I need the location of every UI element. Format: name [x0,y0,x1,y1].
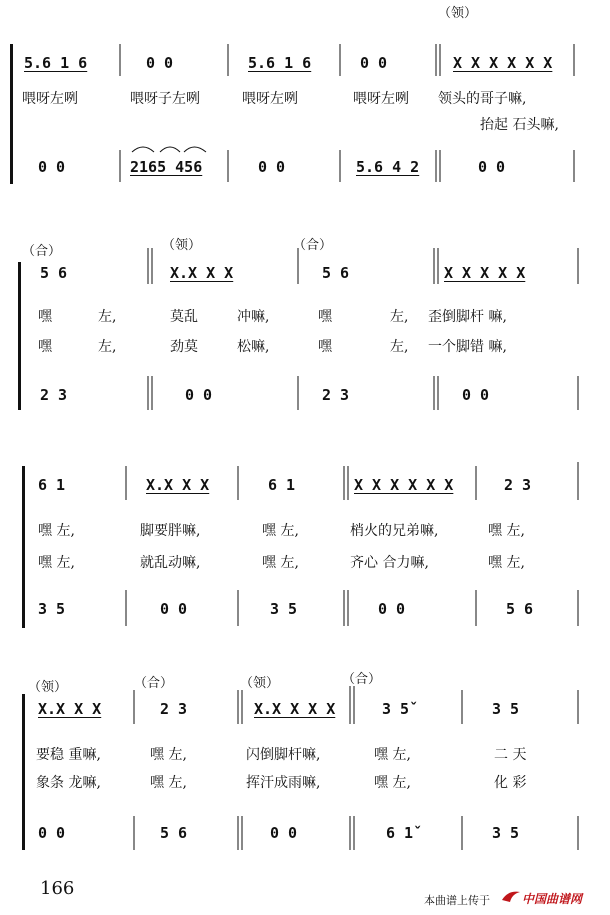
lyric: 梢火的兄弟嘛, [350,523,439,539]
lyric: 嘿 左, [38,523,75,539]
top-note-group: 0 0 [360,54,388,72]
top-note-group: 5.6 1 6 [248,54,312,72]
bottom-note-group: 2 3 [40,386,68,404]
bottom-note-group: 5 6 [506,600,534,618]
bottom-note-group: 6 1ˇ [386,824,423,842]
lyric: 一个脚错 嘛, [428,339,507,355]
part-mark: （合） [134,676,174,691]
lyric: 嘿 左, [38,555,75,571]
lyric: 抬起 石头嘛, [480,117,559,133]
lyric: 象条 龙嘛, [36,775,101,791]
lyric: 劲莫 [170,339,198,355]
bottom-note-group: 3 5 [38,600,66,618]
part-mark: （领） [28,680,68,695]
lyric: 左, [390,339,409,355]
lyric: 化 彩 [494,775,527,791]
top-note-group: X.X X X [170,264,234,282]
bottom-note-group: 0 0 [478,158,506,176]
lyric: 喂呀左咧 [242,91,298,107]
top-note-group: 6 1 [268,476,296,494]
upload-text: 本曲谱上传于 [424,894,490,907]
lyric: 喂呀左咧 [353,91,409,107]
lyric: 嘿 左, [488,555,525,571]
top-note-group: 5 6 [322,264,350,282]
bottom-note-group: 0 0 [160,600,188,618]
top-note-group: 2 3 [160,700,188,718]
bottom-note-group: 0 0 [258,158,286,176]
part-mark: （合） [22,244,62,259]
top-note-group: 3 5 [492,700,520,718]
lyric: 就乱动嘛, [140,555,201,571]
lyric: 二 天 [494,747,527,763]
top-note-group: 6 1 [38,476,66,494]
bottom-note-group: 2 3 [322,386,350,404]
lyric: 嘿 [38,309,52,325]
lyric: 要稳 重嘛, [36,747,101,763]
top-note-group: X X X X X [444,264,526,282]
top-note-group: 3 5ˇ [382,700,419,718]
bottom-note-group: 5.6 4 2 [356,158,420,176]
top-note-group: X.X X X X [254,700,336,718]
lyric: 嘿 左, [262,523,299,539]
top-note-group: X X X X X X [453,54,553,72]
top-note-group: 0 0 [146,54,174,72]
top-note-group: X.X X X [146,476,210,494]
lyric: 松嘛, [237,339,270,355]
lyric: 挥汗成雨嘛, [246,775,321,791]
lyric: 嘿 左, [374,747,411,763]
lyric: 歪倒脚杆 嘛, [428,309,507,325]
lyric: 嘿 左, [150,747,187,763]
top-note-group: 5.6 1 6 [24,54,88,72]
bottom-note-group: 0 0 [38,824,66,842]
page-number: 166 [40,878,75,899]
bottom-note-group: 0 0 [270,824,298,842]
bottom-note-group: 5 6 [160,824,188,842]
part-mark: （领） [162,238,202,253]
top-note-group: 2 3 [504,476,532,494]
lyric: 嘿 [318,309,332,325]
lyric: 齐心 合力嘛, [350,555,429,571]
lyric: 嘿 [38,339,52,355]
lyric: 左, [98,309,117,325]
lyric: 嘿 左, [262,555,299,571]
lyric: 喂呀子左咧 [130,91,200,107]
bottom-note-group: 0 0 [185,386,213,404]
lyric: 左, [390,309,409,325]
bottom-note-group: 0 0 [462,386,490,404]
lyric: 喂呀左咧 [22,91,78,107]
lyric: 冲嘛, [237,309,270,325]
top-note-group: X.X X X [38,700,102,718]
bottom-note-group: 2165 456 [130,158,203,176]
lyric: 嘿 [318,339,332,355]
lyric: 莫乱 [170,309,198,325]
part-mark: （领） [240,676,280,691]
part-mark: （领） [438,6,478,21]
site-logo[interactable]: 中国曲谱网 [522,892,583,906]
bottom-note-group: 0 0 [378,600,406,618]
bottom-note-group: 3 5 [492,824,520,842]
logo-icon [500,888,522,906]
lyric: 脚要胖嘛, [140,523,201,539]
lyric: 嘿 左, [488,523,525,539]
lyric: 领头的哥子嘛, [438,91,527,107]
lyric: 嘿 左, [150,775,187,791]
bottom-note-group: 3 5 [270,600,298,618]
part-mark: （合） [342,672,382,687]
bottom-note-group: 0 0 [38,158,66,176]
part-mark: （合） [293,238,333,253]
top-note-group: 5 6 [40,264,68,282]
lyric: 闪倒脚杆嘛, [246,747,321,763]
lyric: 左, [98,339,117,355]
lyric: 嘿 左, [374,775,411,791]
top-note-group: X X X X X X [354,476,454,494]
